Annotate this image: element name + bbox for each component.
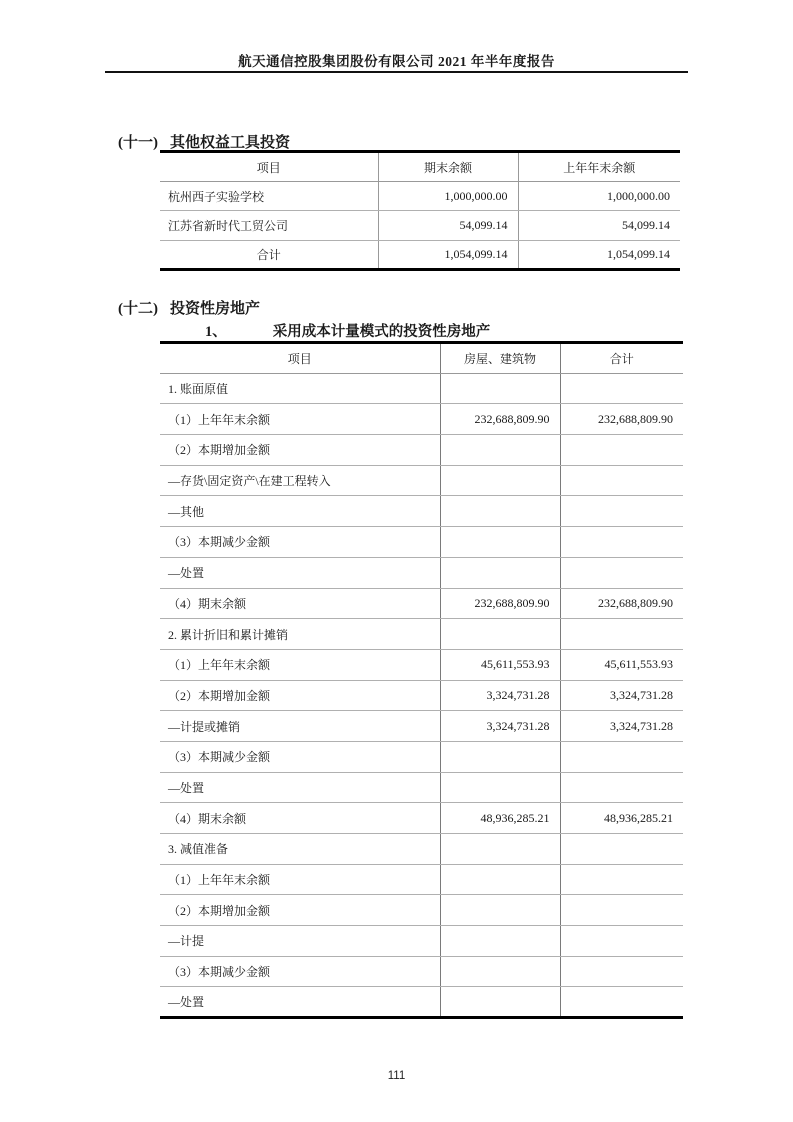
column-header: 项目	[160, 152, 378, 182]
page-number: 111	[387, 1070, 406, 1082]
value-cell	[440, 557, 560, 588]
value-cell	[440, 926, 560, 957]
value-cell	[440, 956, 560, 987]
table-total-row	[160, 240, 680, 269]
value-cell	[440, 373, 560, 404]
table-row	[160, 680, 683, 711]
item-cell: —计提	[160, 926, 440, 957]
item-cell: 1. 账面原值	[160, 373, 440, 404]
value-cell	[560, 834, 683, 865]
item-cell: （1）上年年末余额	[160, 864, 440, 895]
value-cell: 3,324,731.28	[440, 680, 560, 711]
value-cell: 232,688,809.90	[560, 588, 683, 619]
table-row	[160, 211, 680, 240]
value-cell: 232,688,809.90	[440, 588, 560, 619]
value-cell	[560, 619, 683, 650]
item-cell: （4）期末余额	[160, 588, 440, 619]
value-cell: 3,324,731.28	[560, 711, 683, 742]
column-header: 上年年末余额	[518, 152, 680, 182]
value-cell	[560, 527, 683, 558]
subsection-title: 采用成本计量模式的投资性房地产	[272, 324, 491, 340]
value-cell: 54,099.14	[518, 211, 680, 240]
value-cell	[560, 557, 683, 588]
table-row	[160, 404, 683, 435]
item-cell: —处置	[160, 987, 440, 1018]
table-row	[160, 496, 683, 527]
item-cell: —计提或摊销	[160, 711, 440, 742]
table-row	[160, 588, 683, 619]
table-row	[160, 435, 683, 466]
item-cell: （3）本期减少金额	[160, 741, 440, 772]
value-cell: 48,936,285.21	[440, 803, 560, 834]
table-row	[160, 864, 683, 895]
table-row	[160, 557, 683, 588]
table-row	[160, 373, 683, 404]
table-row	[160, 741, 683, 772]
table-header-row	[160, 152, 680, 182]
item-cell: 杭州西子实验学校	[160, 182, 378, 211]
value-cell	[560, 465, 683, 496]
item-cell: 3. 减值准备	[160, 834, 440, 865]
value-cell: 232,688,809.90	[440, 404, 560, 435]
value-cell	[560, 895, 683, 926]
value-cell	[440, 435, 560, 466]
column-header: 合计	[560, 343, 683, 374]
item-cell: （2）本期增加金额	[160, 895, 440, 926]
value-cell: 1,000,000.00	[518, 182, 680, 211]
value-cell	[440, 741, 560, 772]
item-cell: —处置	[160, 772, 440, 803]
value-cell	[440, 834, 560, 865]
value-cell	[560, 987, 683, 1018]
section-11-title: 其他权益工具投资	[170, 135, 291, 151]
table-row	[160, 711, 683, 742]
value-cell: 48,936,285.21	[560, 803, 683, 834]
section-11-label: (十一)	[118, 135, 158, 151]
table-row	[160, 619, 683, 650]
value-cell: 3,324,731.28	[560, 680, 683, 711]
item-cell: 江苏省新时代工贸公司	[160, 211, 378, 240]
item-cell: 2. 累计折旧和累计摊销	[160, 619, 440, 650]
table-header-row	[160, 343, 683, 374]
table-row	[160, 834, 683, 865]
section-12-title: 投资性房地产	[170, 301, 261, 317]
section-11-heading	[118, 131, 290, 152]
item-cell: （2）本期增加金额	[160, 435, 440, 466]
section-12-heading	[118, 297, 260, 318]
value-cell	[560, 741, 683, 772]
value-cell	[560, 496, 683, 527]
table-row	[160, 649, 683, 680]
column-header: 期末余额	[378, 152, 518, 182]
value-cell	[560, 772, 683, 803]
table-row	[160, 803, 683, 834]
table-row	[160, 182, 680, 211]
table-row	[160, 926, 683, 957]
value-cell	[440, 864, 560, 895]
item-cell: （3）本期减少金额	[160, 527, 440, 558]
equity-instruments-table	[160, 150, 680, 271]
table-row	[160, 987, 683, 1018]
value-cell: 3,324,731.28	[440, 711, 560, 742]
value-cell: 45,611,553.93	[560, 649, 683, 680]
value-cell	[440, 987, 560, 1018]
header-rule	[105, 71, 688, 73]
value-cell: 1,054,099.14	[378, 240, 518, 269]
value-cell	[560, 956, 683, 987]
value-cell	[440, 527, 560, 558]
value-cell: 1,054,099.14	[607, 246, 670, 261]
value-cell	[560, 926, 683, 957]
value-cell	[440, 496, 560, 527]
total-label-cell: 合计	[160, 240, 378, 269]
item-cell: （2）本期增加金额	[160, 680, 440, 711]
table-row	[160, 956, 683, 987]
value-cell	[440, 895, 560, 926]
item-cell: —处置	[160, 557, 440, 588]
subsection-1-heading	[205, 320, 490, 341]
value-cell	[440, 772, 560, 803]
item-cell: （4）期末余额	[160, 803, 440, 834]
item-cell: （3）本期减少金额	[160, 956, 440, 987]
value-cell	[560, 435, 683, 466]
subsection-number: 1、	[205, 324, 227, 340]
value-cell: 54,099.14	[378, 211, 518, 240]
table-row	[160, 772, 683, 803]
column-header: 项目	[160, 343, 440, 374]
report-header-title: 航天通信控股集团股份有限公司 2021 年半年度报告	[238, 54, 555, 69]
value-cell: 1,000,000.00	[378, 182, 518, 211]
table-row	[160, 465, 683, 496]
value-cell	[560, 864, 683, 895]
value-cell	[440, 465, 560, 496]
section-12-label: (十二)	[118, 301, 158, 317]
item-cell: —其他	[160, 496, 440, 527]
item-cell: （1）上年年末余额	[160, 649, 440, 680]
table-row	[160, 527, 683, 558]
column-header: 房屋、建筑物	[440, 343, 560, 374]
item-cell: —存货\固定资产\在建工程转入	[160, 465, 440, 496]
table-row	[160, 895, 683, 926]
value-cell	[560, 373, 683, 404]
investment-property-table	[160, 341, 683, 1019]
item-cell: （1）上年年末余额	[160, 404, 440, 435]
value-cell	[440, 619, 560, 650]
value-cell: 45,611,553.93	[440, 649, 560, 680]
value-cell: 232,688,809.90	[560, 404, 683, 435]
